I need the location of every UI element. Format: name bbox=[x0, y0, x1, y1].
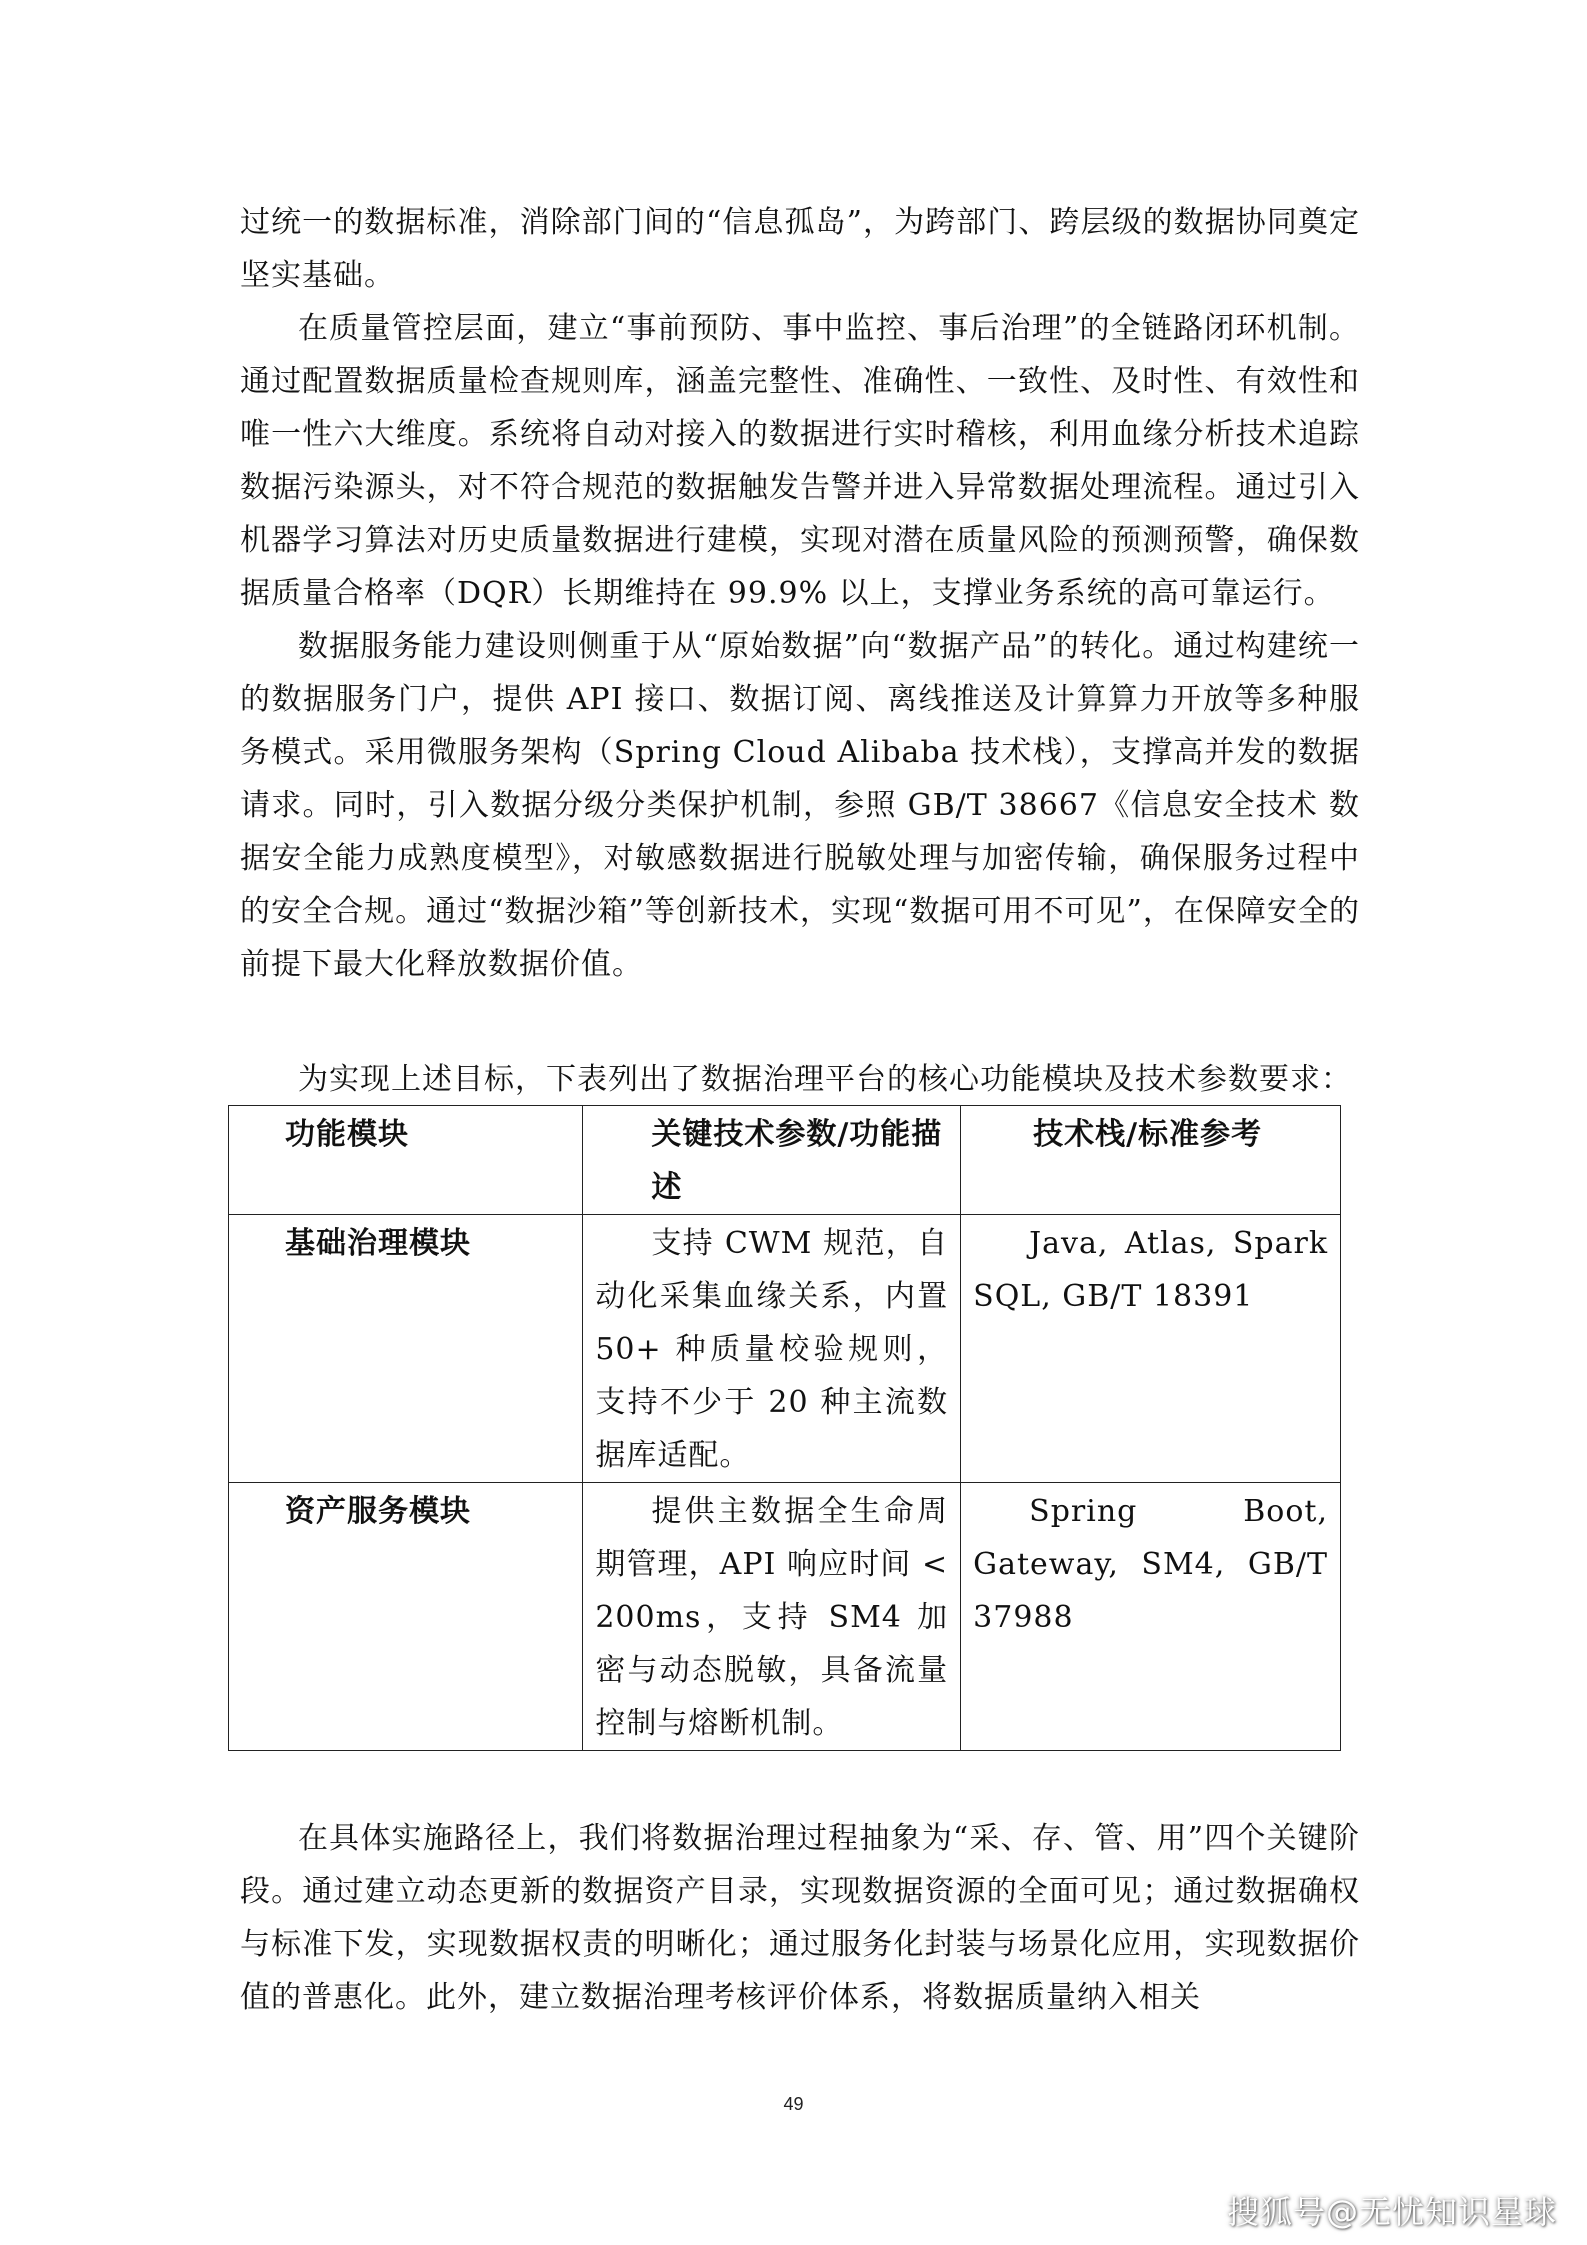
watermark: 搜狐号@无忧知识星球 bbox=[1226, 2193, 1557, 2231]
paragraph: 过统一的数据标准，消除部门间的“信息孤岛”，为跨部门、跨层级的数据协同奠定坚实基础。 bbox=[240, 205, 1360, 293]
spec-table bbox=[228, 1105, 1341, 1751]
page-number: 49 bbox=[783, 2094, 804, 2114]
table-row bbox=[229, 1215, 1341, 1483]
table-cell-module: 基础治理模块 bbox=[229, 1215, 583, 1483]
paragraph: 在质量管控层面，建立“事前预防、事中监控、事后治理”的全链路闭环机制。通过配置数据质量检查规则库，涵盖完整性、准确性、一致性、及时性、有效性和唯一性六大维度。系统将自动对接入的数据进行实时稽核，利用血缘分析技术追踪数据污染源头，对不符合规范的数据触发告警并进入异常数据处理流程。通过引入机器学习算法对历史质量数据进行建模，实现对潜在质量风险的预测预警，确保数据质量合格率（DQR）长期维持在 99.9% 以上，支撑业务系统的高可靠运行。 bbox=[240, 311, 1360, 611]
table-header-desc: 关键技术参数/功能描述 bbox=[583, 1106, 961, 1215]
paragraph: 数据服务能力建设则侧重于从“原始数据”向“数据产品”的转化。通过构建统一的数据服务门户，提供 API 接口、数据订阅、离线推送及计算算力开放等多种服务模式。采用微服务架构（Spring Cloud Alibaba 技术栈），支撑高并发的数据请求。同时，引入数据分级分类保护机制，参照 GB/T 38667《信息安全技术 数据安全能力成熟度模型》，对敏感数据进行脱敏处理与加密传输，确保服务过程中的安全合规。通过“数据沙箱”等创新技术，实现“数据可用不可见”，在保障安全的前提下最大化释放数据价值。 bbox=[240, 629, 1360, 982]
table-row bbox=[229, 1483, 1341, 1751]
table-cell-module: 资产服务模块 bbox=[229, 1483, 583, 1751]
table-header-stack: 技术栈/标准参考 bbox=[961, 1106, 1341, 1215]
table-cell-stack: Spring Boot, Gateway, SM4, GB/T 37988 bbox=[961, 1483, 1341, 1751]
table-header-row bbox=[229, 1106, 1341, 1215]
body-text-bottom bbox=[240, 1812, 1360, 2024]
table-cell-stack: Java, Atlas, Spark SQL, GB/T 18391 bbox=[961, 1215, 1341, 1483]
body-text-top bbox=[240, 196, 1360, 991]
table-cell-desc: 提供主数据全生命周期管理，API 响应时间 < 200ms，支持 SM4 加密与动态脱敏，具备流量控制与熔断机制。 bbox=[583, 1483, 961, 1751]
table-header-module: 功能模块 bbox=[229, 1106, 583, 1215]
table-intro: 为实现上述目标，下表列出了数据治理平台的核心功能模块及技术参数要求： bbox=[298, 1062, 1352, 1097]
paragraph: 在具体实施路径上，我们将数据治理过程抽象为“采、存、管、用”四个关键阶段。通过建立动态更新的数据资产目录，实现数据资源的全面可见；通过数据确权与标准下发，实现数据权责的明晰化；通过服务化封装与场景化应用，实现数据价值的普惠化。此外，建立数据治理考核评价体系，将数据质量纳入相关 bbox=[240, 1821, 1360, 2015]
table-cell-desc: 支持 CWM 规范，自动化采集血缘关系，内置 50+ 种质量校验规则，支持不少于 20 种主流数据库适配。 bbox=[583, 1215, 961, 1483]
